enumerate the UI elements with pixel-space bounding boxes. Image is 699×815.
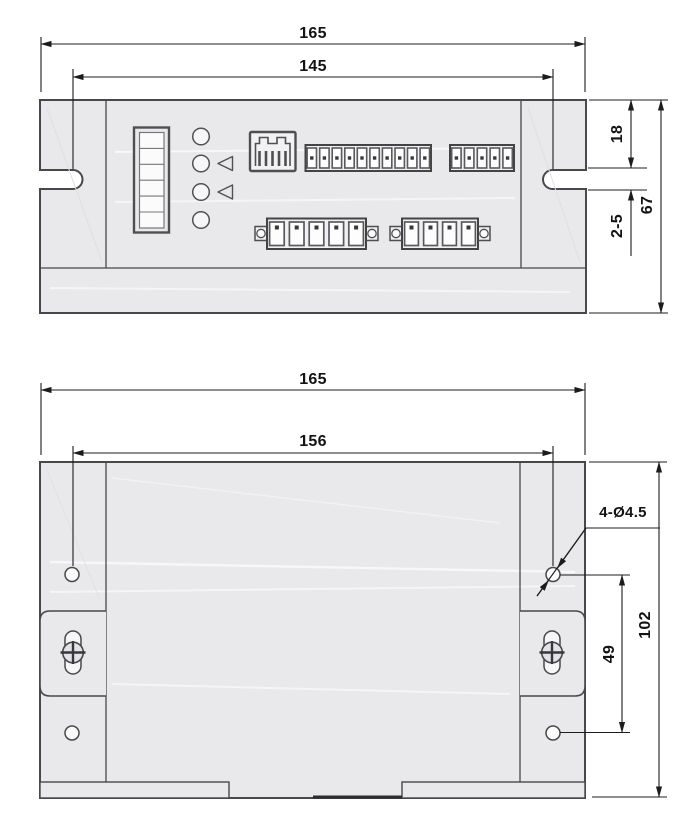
ear-hole	[257, 229, 265, 237]
dim-slot-spacing: 145	[299, 58, 327, 75]
dim-hole-spacing-v: 49	[601, 644, 618, 664]
led-3	[193, 184, 210, 201]
dim-slot-range: 2-5	[609, 213, 626, 239]
mounting-tab-right	[520, 611, 585, 696]
dim-overall-height-front: 67	[639, 195, 656, 215]
dim-overall-width-bottom: 165	[299, 371, 327, 388]
dim-hole-callout: 4-Ø4.5	[599, 504, 647, 521]
dim-hole-spacing-h: 156	[299, 433, 327, 450]
foot-band-left	[40, 782, 229, 798]
dim-overall-height-bottom: 102	[637, 611, 654, 639]
mounting-hole-top-left	[65, 568, 79, 582]
mounting-tab-left	[40, 611, 106, 696]
io-terminal-block	[450, 145, 514, 171]
mounting-hole-bottom-left	[65, 726, 79, 740]
front-view	[40, 25, 668, 313]
dim-top-to-slot: 18	[609, 124, 626, 144]
motor-terminal-block	[255, 219, 378, 250]
led-2	[193, 155, 210, 172]
mounting-view	[40, 371, 667, 798]
mounting-hole-bottom-right	[546, 726, 560, 740]
ear-hole	[392, 229, 400, 237]
rj45-port	[250, 132, 296, 171]
led-1	[193, 128, 210, 145]
dip-switch	[134, 128, 169, 233]
ear-hole	[480, 229, 488, 237]
signal-terminal-block	[306, 145, 432, 171]
power-terminal-block	[390, 219, 490, 250]
front-view-body	[40, 100, 586, 313]
dim-overall-width-top: 165	[299, 25, 327, 42]
ear-hole	[368, 229, 376, 237]
mounting-view-body	[40, 462, 585, 798]
foot-band-right	[402, 782, 585, 798]
led-4	[193, 212, 210, 229]
